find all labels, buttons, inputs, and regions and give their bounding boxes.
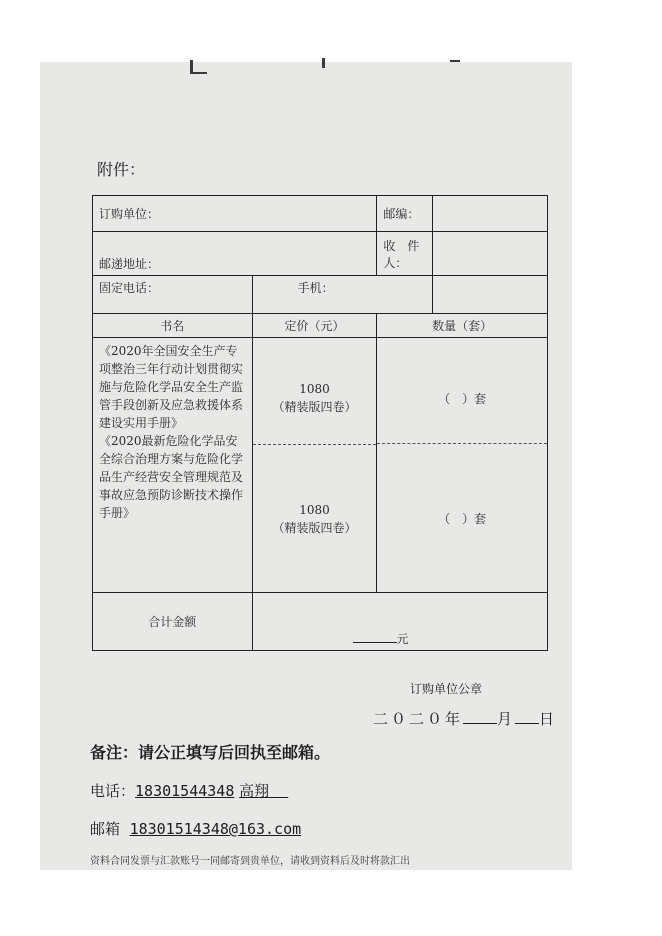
date-day: 日 xyxy=(539,710,558,728)
recipient-field[interactable] xyxy=(433,232,548,276)
footer-note: 资料合同发票与汇款账号一同邮寄到贵单位，请收到资料后及时将款汇出 xyxy=(90,856,410,867)
book-price-2: 1080 xyxy=(299,503,330,517)
phone-label: 固定电话： xyxy=(99,281,160,295)
recipient-label: 收 件人： xyxy=(377,232,433,276)
postcode-label: 邮编： xyxy=(377,196,433,232)
col-book-header: 书名 xyxy=(93,314,253,338)
mobile-label: 手机： xyxy=(297,281,334,295)
phone-cell[interactable] xyxy=(93,276,253,314)
contact-name: 高翔 xyxy=(239,782,270,800)
day-blank[interactable] xyxy=(515,723,539,724)
email-address[interactable]: 18301514348@163.com xyxy=(129,820,302,838)
row-divider xyxy=(253,444,377,445)
mobile-cell[interactable] xyxy=(252,276,433,314)
date-line xyxy=(373,708,557,729)
attachment-title: 附件： xyxy=(97,160,146,179)
book-title-2: 《2020最新危险化学品安全综合治理方案与危险化学品生产经营安全管理规范及事故应急预防诊断技术操作手册》 xyxy=(99,434,244,520)
address-label: 邮递地址： xyxy=(99,257,160,271)
phone-label-bottom: 电话： xyxy=(90,782,136,800)
total-unit: 元 xyxy=(396,632,409,646)
phone-extra-field[interactable] xyxy=(433,276,548,314)
total-field[interactable] xyxy=(252,593,547,651)
email-label: 邮箱 xyxy=(90,820,121,838)
total-label: 合计金额 xyxy=(93,593,253,651)
date-year: 二０二０年 xyxy=(373,710,464,728)
order-unit-label: 订购单位： xyxy=(99,207,160,221)
email-line xyxy=(90,818,301,839)
address-cell[interactable] xyxy=(93,232,377,276)
book-list-cell xyxy=(93,338,253,593)
book-qty-1[interactable]: （ ）套 xyxy=(438,392,487,406)
note: 备注：请公正填写后回执至邮箱。 xyxy=(90,743,331,762)
date-month: 月 xyxy=(497,710,516,728)
price-cell xyxy=(252,338,377,593)
month-blank[interactable] xyxy=(463,723,497,724)
row-divider xyxy=(377,443,547,444)
book-edition-2: （精装版四卷） xyxy=(272,521,357,535)
phone-line xyxy=(90,780,288,801)
col-qty-header: 数量（套） xyxy=(377,314,548,338)
scan-mark xyxy=(450,60,460,62)
phone-number[interactable]: 18301544348 xyxy=(135,782,235,800)
book-qty-2[interactable]: （ ）套 xyxy=(438,512,487,526)
qty-cell[interactable] xyxy=(377,338,548,593)
book-price-1: 1080 xyxy=(299,382,330,396)
order-form-table xyxy=(92,195,548,651)
col-price-header: 定价（元） xyxy=(252,314,377,338)
scan-mark xyxy=(322,58,325,68)
order-unit-cell[interactable] xyxy=(93,196,377,232)
book-edition-1: （精装版四卷） xyxy=(272,400,357,414)
stamp-label: 订购单位公章 xyxy=(410,682,483,696)
scan-mark xyxy=(193,72,207,74)
book-title-1: 《2020年全国安全生产专项整治三年行动计划贯彻实施与危险化学品安全生产监管手段创新及应急救援体系建设实用手册》 xyxy=(99,344,244,430)
postcode-field[interactable] xyxy=(433,196,548,232)
